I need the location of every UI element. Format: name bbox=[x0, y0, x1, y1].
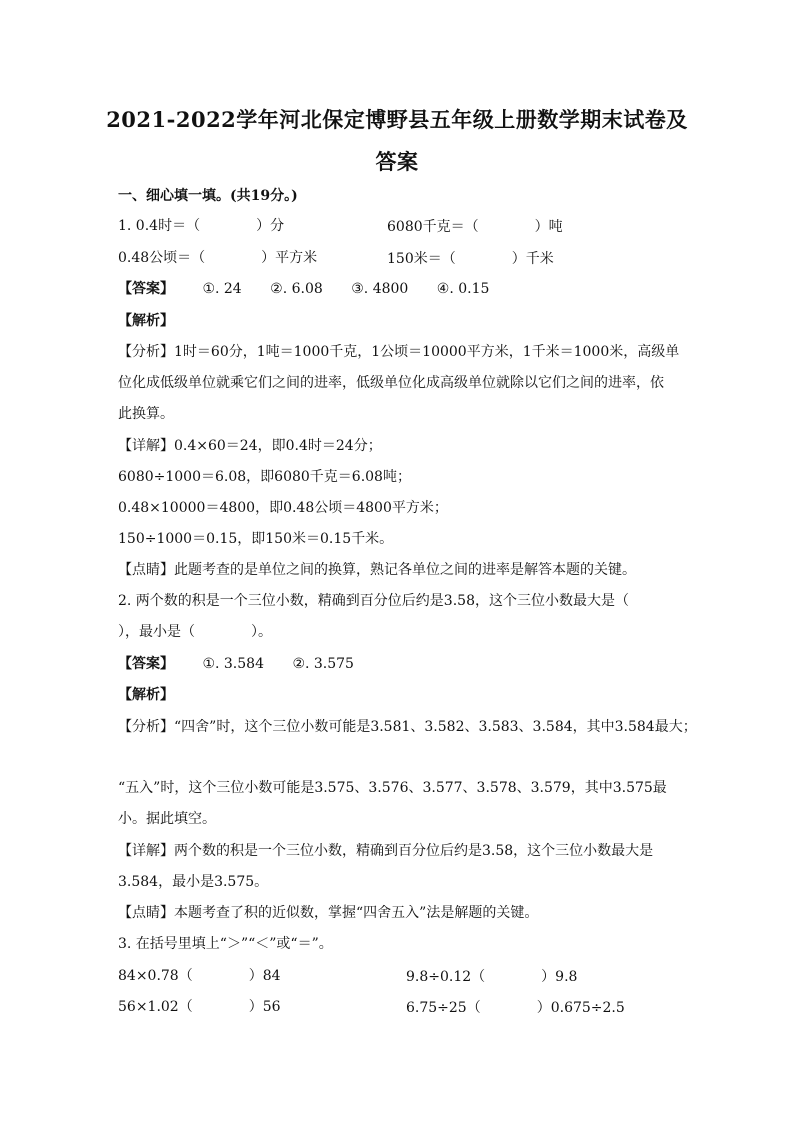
q1-answer-line bbox=[118, 279, 513, 299]
answer-label: 【答案】 bbox=[118, 656, 174, 672]
q1-analysis-label: 【解析】 bbox=[118, 313, 174, 329]
q2-answer-line bbox=[118, 654, 378, 674]
page-title-line-1: 2021-2022学年河北保定博野县五年级上册数学期末试卷及 bbox=[106, 107, 688, 132]
q1-row2-right: 150米＝（ ）千米 bbox=[387, 251, 554, 267]
q3-row2-right: 6.75÷25（ ）0.675÷2.5 bbox=[406, 1000, 625, 1016]
q1-row1-right: 6080千克＝（ ）吨 bbox=[387, 219, 563, 235]
q2-line-2: ），最小是（ ）。 bbox=[118, 624, 272, 640]
q2-line-1: 2. 两个数的积是一个三位小数，精确到百分位后约是3.58，这个三位小数最大是（ bbox=[118, 593, 629, 609]
q3-stem: 3. 在括号里填上“＞”“＜”或“＝”。 bbox=[118, 936, 333, 952]
q1-xiangjie-1: 【详解】0.4×60＝24，即0.4时＝24分； bbox=[118, 438, 382, 454]
q3-row2-left: 56×1.02（ ）56 bbox=[118, 999, 281, 1015]
q2-dianjing: 【点睛】本题考查了积的近似数，掌握“四舍五入”法是解题的关键。 bbox=[118, 905, 539, 921]
answer-item: ①. 24 bbox=[202, 281, 242, 297]
q1-dianjing: 【点睛】此题考查的是单位之间的换算，熟记各单位之间的进率是解答本题的关键。 bbox=[118, 562, 636, 578]
q3-row1-left: 84×0.78（ ）84 bbox=[118, 968, 281, 984]
answer-item: ①. 3.584 bbox=[202, 656, 264, 672]
answer-item: ④. 0.15 bbox=[436, 281, 490, 297]
q2-xiangjie-2: 3.584，最小是3.575。 bbox=[118, 874, 269, 890]
q1-xiangjie-3: 0.48×10000＝4800，即0.48公顷＝4800平方米； bbox=[118, 500, 448, 516]
q1-row1-left: 1. 0.4时＝（ ）分 bbox=[118, 218, 285, 234]
q2-analysis-label: 【解析】 bbox=[118, 687, 174, 703]
q1-fenxi-3: 此换算。 bbox=[118, 406, 174, 422]
section-header: 一、细心填一填。(共19分。) bbox=[118, 188, 298, 204]
q2-fenxi-1: 【分析】“四舍”时，这个三位小数可能是3.581、3.582、3.583、3.584，其中3.584最大； bbox=[118, 719, 697, 735]
q1-fenxi-1: 【分析】1时＝60分，1吨＝1000千克，1公顷＝10000平方米，1千米＝1000米，高级单 bbox=[118, 344, 680, 360]
q2-xiangjie-1: 【详解】两个数的积是一个三位小数，精确到百分位后约是3.58，这个三位小数最大是 bbox=[118, 843, 654, 859]
q1-fenxi-2: 位化成低级单位就乘它们之间的进率，低级单位化成高级单位就除以它们之间的进率，依 bbox=[118, 375, 664, 391]
q3-row1-right: 9.8÷0.12（ ）9.8 bbox=[406, 969, 578, 985]
answer-item: ③. 4800 bbox=[351, 281, 409, 297]
q1-xiangjie-4: 150÷1000＝0.15，即150米＝0.15千米。 bbox=[118, 531, 394, 547]
q2-fenxi-2: “五入”时，这个三位小数可能是3.575、3.576、3.577、3.578、3.579，其中3.575最 bbox=[118, 780, 667, 796]
page-title-line-2: 答案 bbox=[375, 149, 419, 174]
q1-row2-left: 0.48公顷＝（ ）平方米 bbox=[118, 250, 318, 266]
q1-xiangjie-2: 6080÷1000＝6.08，即6080千克＝6.08吨； bbox=[118, 469, 411, 485]
answer-item: ②. 3.575 bbox=[292, 656, 354, 672]
answer-item: ②. 6.08 bbox=[270, 281, 323, 297]
answer-label: 【答案】 bbox=[118, 281, 174, 297]
q2-fenxi-3: 小。据此填空。 bbox=[118, 811, 216, 827]
